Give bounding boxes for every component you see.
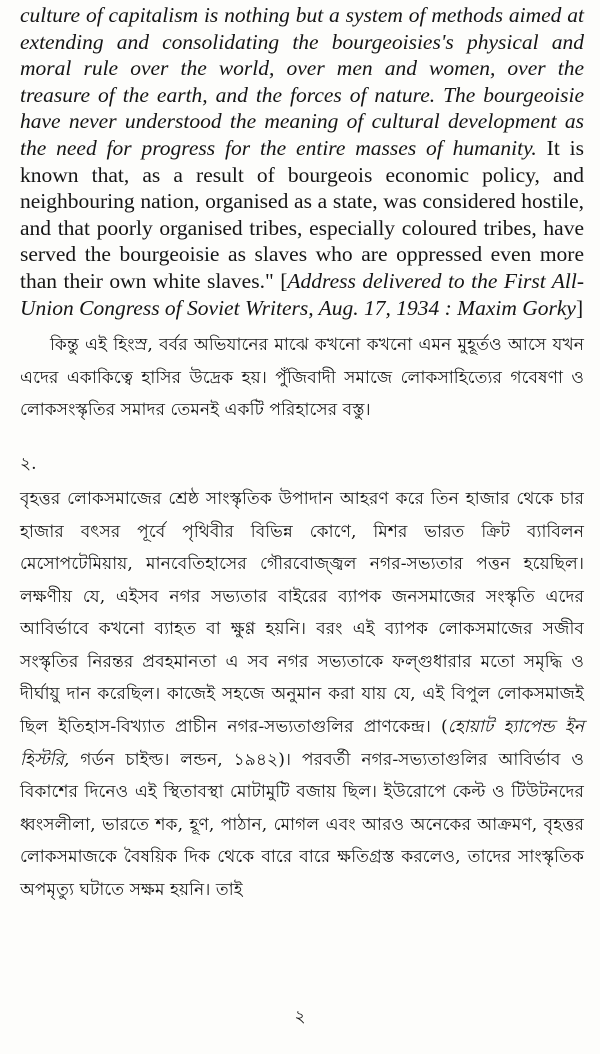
quote-roman-text: It is known that, as a result of bourgeois economic policy, and neighbouring nation, organised as a state, was considered hostile, and that poorly organised tribes, especially coloured tribes, have served the bourgeoisie as slaves who are oppressed even more than their own white slaves." [ (20, 135, 584, 293)
para2-text-before: বৃহত্তর লোকসমাজের শ্রেষ্ঠ সাংস্কৃতিক উপাদান আহরণ করে তিন হাজার থেকে চার হাজার বৎসর পূর্বে পৃথিবীর বিভিন্ন কোণে, মিশর ভারত ক্রিট ব্যাবিলন মেসোপটেমিয়ায়, মানবেতিহাসের গৌরবোজ্জ্বল নগর-সভ্যতার পত্তন হয়েছিল। লক্ষণীয় যে, এইসব নগর সভ্যতার বাইরের ব্যাপক জনসমাজের সংস্কৃতি এদের আবির্ভাবে কখনো ব্যাহত বা ক্ষুণ্ণ হয়নি। বরং এই ব্যাপক লোকসমাজের সজীব সংস্কৃতির নিরন্তর প্রবহমানতা এ সব নগর সভ্যতাকে ফল্গুধারার মতো সমৃদ্ধি ও দীর্ঘায়ু দান করেছিল। কাজেই সহজে অনুমান করা যায় যে, এই বিপুল লোকসমাজই ছিল ইতিহাস-বিখ্যাত প্রাচীন নগর-সভ্যতাগুলির প্রাণকেন্দ্র। ( (20, 488, 584, 738)
quote-citation: Address delivered to the First All-Union Congress of Soviet Writers, Aug. 17, 1934 : Maxim Gorky (20, 268, 584, 320)
para2-text-after: গর্ডন চাইল্ড। লন্ডন, ১৯৪২)। পরবর্তী নগর-সভ্যতাগুলির আবির্ভাব ও বিকাশের দিনেও এই স্থিতাবস্থা মোটামুটি বজায় ছিল। ইউরোপে কেল্ট ও টিউটনদের ধ্বংসলীলা, ভারতে শক, হূণ, পাঠান, মোগল এবং আরও অনেকের আক্রমণ, বৃহত্তর লোকসমাজকে বৈষয়িক দিক থেকে বারে বারে ক্ষতিগ্রস্ত করলেও, তাদের সাংস্কৃতিক অপমৃত্যু ঘটাতে সক্ষম হয়নি। তাই (20, 749, 584, 901)
page-number: ২ (294, 1007, 306, 1027)
bengali-paragraph-2 (20, 483, 584, 907)
quote-paragraph (20, 2, 584, 321)
bengali-paragraph-1: কিন্তু এই হিংস্র, বর্বর অভিযানের মাঝে কখনো কখনো এমন মুহূর্তও আসে যখন এদের একাকিত্বে হাসির উদ্রেক হয়। পুঁজিবাদী সমাজে লোকসাহিত্যের গবেষণা ও লোকসংস্কৃতির সমাদর তেমনই একটি পরিহাসের বস্তু। (20, 335, 584, 421)
quote-italic-text: culture of capitalism is nothing but a system of methods aimed at extending and consolidating the bourgeoisies's physical and moral rule over the world, over men and women, over the treasure of the earth, and the forces of nature. The bourgeoisie have never understood the meaning of cultural development as the need for progress for the entire masses of humanity. (20, 3, 584, 160)
quote-close-bracket: ] (575, 295, 584, 320)
section-number: ২. (20, 453, 37, 474)
para2-book-title: হোয়াট হ্যাপেন্ড ইন হিস্টরি, (20, 717, 584, 770)
